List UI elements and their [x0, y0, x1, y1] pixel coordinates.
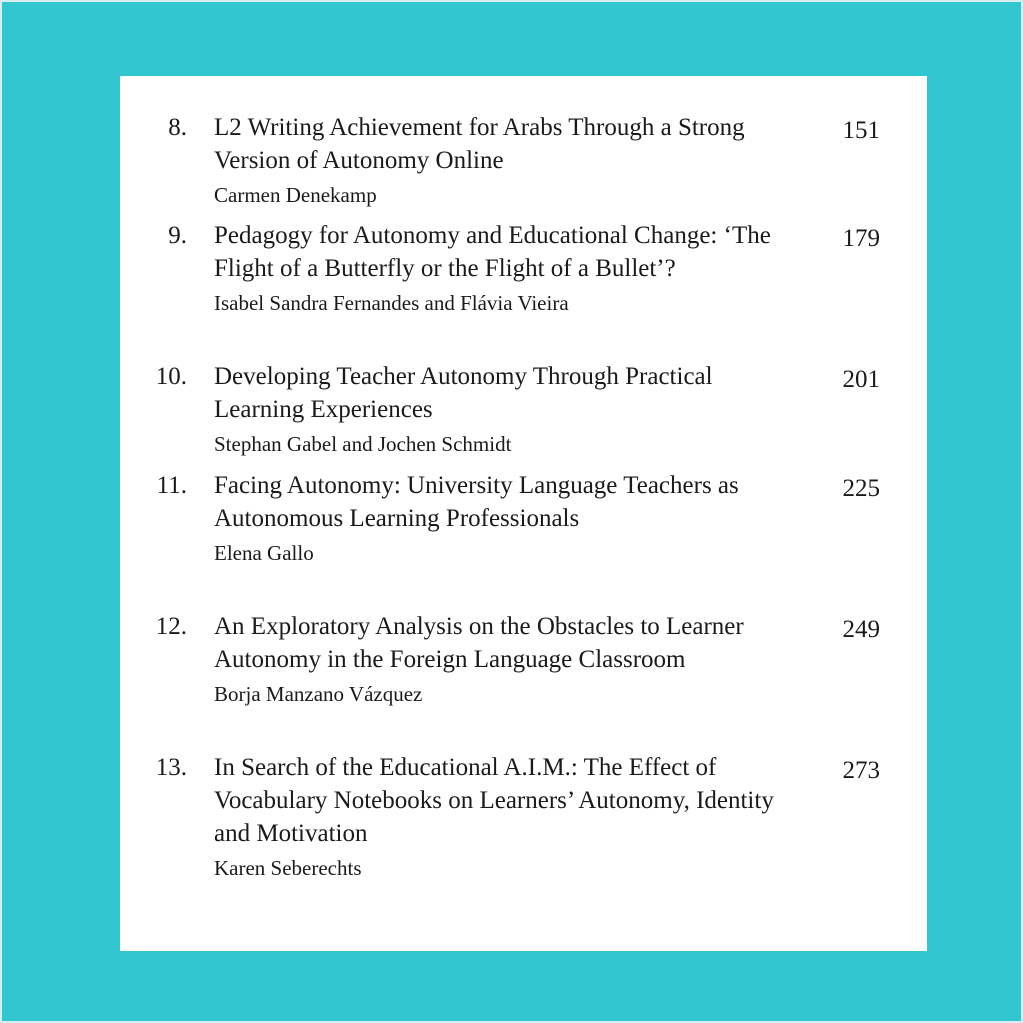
- chapter-title-block: [214, 219, 774, 317]
- chapter-author: Stephan Gabel and Jochen Schmidt: [214, 432, 512, 456]
- chapter-number: 9.: [168, 222, 187, 249]
- chapter-title: Pedagogy for Autonomy and Educational Change: ‘The Flight of a Butterfly or the Flight of a Bullet’?: [214, 222, 771, 282]
- chapter-title: Facing Autonomy: University Language Teachers as Autonomous Learning Professionals: [214, 472, 739, 532]
- chapter-author: Borja Manzano Vázquez: [214, 682, 423, 706]
- chapter-title-block: [214, 610, 774, 708]
- chapter-number: 13.: [155, 754, 187, 781]
- chapter-page-number: 179: [842, 225, 880, 252]
- chapter-page-number: 225: [842, 475, 880, 502]
- chapter-title: An Exploratory Analysis on the Obstacles to Learner Autonomy in the Foreign Language Classroom: [214, 613, 744, 673]
- chapter-number: 12.: [155, 613, 187, 640]
- chapter-number: 11.: [156, 472, 187, 499]
- chapter-title-block: [214, 111, 774, 209]
- chapter-number: 8.: [168, 114, 187, 141]
- chapter-title: In Search of the Educational A.I.M.: The Effect of Vocabulary Notebooks on Learners’ Autonomy, Identity and Motivation: [214, 754, 774, 847]
- chapter-author: Isabel Sandra Fernandes and Flávia Vieira: [214, 291, 569, 315]
- chapter-title: Developing Teacher Autonomy Through Practical Learning Experiences: [214, 363, 713, 423]
- chapter-author: Elena Gallo: [214, 541, 314, 565]
- chapter-title: L2 Writing Achievement for Arabs Through a Strong Version of Autonomy Online: [214, 114, 745, 174]
- toc-page: [120, 76, 927, 951]
- chapter-page-number: 249: [842, 616, 880, 643]
- chapter-page-number: 151: [842, 117, 880, 144]
- chapter-page-number: 273: [842, 757, 880, 784]
- chapter-author: Karen Seberechts: [214, 856, 362, 880]
- chapter-title-block: [214, 469, 774, 567]
- chapter-title-block: [214, 751, 774, 882]
- chapter-number: 10.: [155, 363, 187, 390]
- chapter-author: Carmen Denekamp: [214, 183, 377, 207]
- chapter-page-number: 201: [842, 366, 880, 393]
- chapter-title-block: [214, 360, 774, 458]
